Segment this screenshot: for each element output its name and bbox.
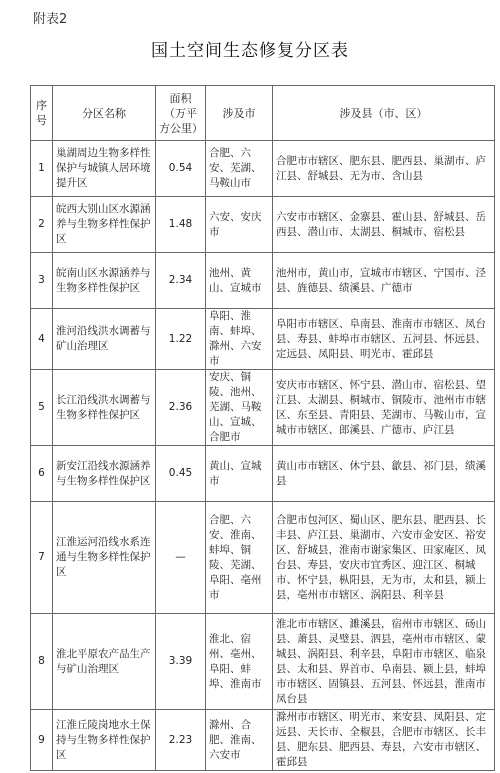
zone-name: 新安江沿线水源涵养与生物多样性保护区 (53, 446, 156, 502)
table-row (31, 710, 495, 771)
zone-name: 皖西大别山区水源涵养与生物多样性保护区 (53, 197, 156, 253)
row-number: 9 (31, 710, 53, 771)
zone-counties: 淮北市市辖区、濉溪县，宿州市市辖区、砀山县、萧县、灵璧县、泗县，亳州市市辖区、蒙城县、涡阳县、利辛县，阜阳市市辖区、临泉县、太和县、界首市、阜南县、颍上县，蚌埠市市辖区、固镇县、五河县、怀远县，淮南市凤台县 (273, 614, 495, 710)
zone-area: 1.48 (156, 197, 206, 253)
table-header-row (31, 86, 495, 141)
zone-name: 长江沿线洪水调蓄与生物多样性保护区 (53, 370, 156, 446)
zone-counties: 黄山市市辖区、休宁县、歙县、祁门县，绩溪县 (273, 446, 495, 502)
table-row (31, 614, 495, 710)
page-title: 国土空间生态修复分区表 (151, 41, 349, 61)
zone-cities: 池州、黄山、宣城市 (206, 253, 273, 309)
row-number: 8 (31, 614, 53, 710)
zone-area: 1.22 (156, 309, 206, 370)
column-header-counties: 涉及县（市、区） (273, 86, 495, 141)
zone-area: 0.54 (156, 141, 206, 197)
zone-counties: 合肥市包河区、蜀山区、肥东县、肥西县、长丰县、庐江县、巢湖市、六安市金安区、裕安区、舒城县，淮南市谢家集区、田家庵区、凤台县、寿县，安庆市宜秀区、迎江区、桐城市、怀宁县，枞阳县，无为市，太和县，颍上县，亳州市市辖区、涡阳县、利辛县 (273, 502, 495, 614)
zone-cities: 阜阳、淮南、蚌埠、滁州、六安市 (206, 309, 273, 370)
zone-area: 2.23 (156, 710, 206, 771)
zone-counties: 阜阳市市辖区、阜南县、淮南市市辖区、凤台县、寿县、蚌埠市市辖区、五河县、怀远县、定远县、凤阳县、明光市、霍邱县 (273, 309, 495, 370)
zone-counties: 安庆市市辖区、怀宁县、潜山市、宿松县、望江县、太湖县、桐城市、铜陵市、池州市市辖区、东至县、青阳县、芜湖市、马鞍山市，宣城市市辖区、郎溪县、广德市、庐江县 (273, 370, 495, 446)
zone-name: 皖南山区水源涵养与生物多样性保护区 (53, 253, 156, 309)
zone-name: 江淮丘陵岗地水土保持与生物多样性保护区 (53, 710, 156, 771)
zone-name: 江淮运河沿线水系连通与生物多样性保护区 (53, 502, 156, 614)
zone-area: 2.34 (156, 253, 206, 309)
row-number: 2 (31, 197, 53, 253)
zoning-table (30, 85, 495, 771)
table-row (31, 502, 495, 614)
appendix-label: 附表2 (33, 12, 68, 27)
table-row (31, 253, 495, 309)
table-row (31, 309, 495, 370)
zone-area: 2.36 (156, 370, 206, 446)
zone-area: — (156, 502, 206, 614)
zone-counties: 滁州市市辖区、明光市、来安县、凤阳县、定远县、天长市、全椒县，合肥市市辖区、长丰县、肥东县、肥西县、寿县，六安市市辖区、霍邱县 (273, 710, 495, 771)
table-row (31, 446, 495, 502)
zone-counties: 合肥市市辖区、肥东县、肥西县、巢湖市、庐江县、舒城县、无为市、含山县 (273, 141, 495, 197)
zone-cities: 安庆、铜陵、池州、芜湖、马鞍山、宣城、合肥市 (206, 370, 273, 446)
column-header-no: 序号 (31, 86, 53, 141)
zone-cities: 淮北、宿州、亳州、阜阳、蚌埠、淮南市 (206, 614, 273, 710)
column-header-name: 分区名称 (53, 86, 156, 141)
zone-counties: 六安市市辖区、金寨县、霍山县、舒城县、岳西县、潜山市、太湖县、桐城市、宿松县 (273, 197, 495, 253)
table-row (31, 197, 495, 253)
column-header-cities: 涉及市 (206, 86, 273, 141)
zone-area: 3.39 (156, 614, 206, 710)
zone-cities: 黄山、宣城市 (206, 446, 273, 502)
zone-name: 淮北平原农产品生产与矿山治理区 (53, 614, 156, 710)
row-number: 1 (31, 141, 53, 197)
table-row (31, 141, 495, 197)
zone-name: 巢湖周边生物多样性保护与城镇人居环境提升区 (53, 141, 156, 197)
row-number: 4 (31, 309, 53, 370)
zone-cities: 合肥、六安、芜湖、马鞍山市 (206, 141, 273, 197)
row-number: 3 (31, 253, 53, 309)
column-header-area: 面积（万平方公里） (156, 86, 206, 141)
row-number: 5 (31, 370, 53, 446)
zone-name: 淮河沿线洪水调蓄与矿山治理区 (53, 309, 156, 370)
zone-cities: 六安、安庆市 (206, 197, 273, 253)
zone-cities: 合肥、六安、淮南、蚌埠、铜陵、芜湖、阜阳、亳州市 (206, 502, 273, 614)
row-number: 7 (31, 502, 53, 614)
zone-cities: 滁州、合肥、淮南、六安市 (206, 710, 273, 771)
table-row (31, 370, 495, 446)
zone-area: 0.45 (156, 446, 206, 502)
zone-counties: 池州市，黄山市，宣城市市辖区、宁国市、泾县、旌德县、绩溪县、广德市 (273, 253, 495, 309)
row-number: 6 (31, 446, 53, 502)
